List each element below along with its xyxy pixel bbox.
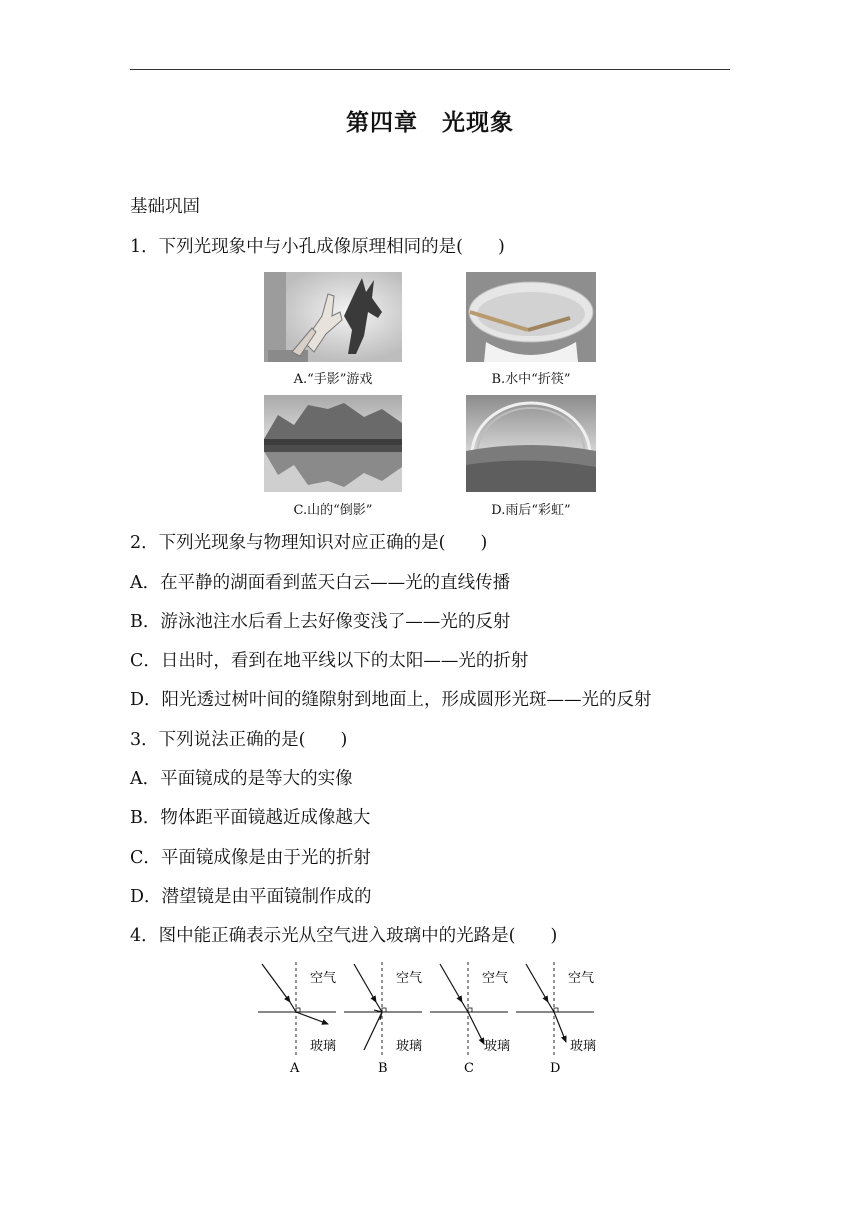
q1-caption-a: A.“手影”游戏 bbox=[293, 372, 373, 387]
q4-stem: 4．图中能正确表示光从空气进入玻璃中的光路是( ) bbox=[130, 926, 558, 946]
q3-option-b: B．物体距平面镜越近成像越大 bbox=[130, 808, 371, 828]
q4-b-air-label: 空气 bbox=[396, 971, 423, 986]
q4-diagram-b bbox=[344, 962, 422, 1076]
q1-photo-c-mountain-reflection bbox=[264, 395, 402, 492]
q3-option-d: D．潜望镜是由平面镜制作成的 bbox=[130, 887, 372, 907]
q4-d-glass-label: 玻璃 bbox=[570, 1039, 597, 1054]
q2-stem: 2．下列光现象与物理知识对应正确的是( ) bbox=[130, 533, 488, 553]
q2-option-b: B．游泳池注水后看上去好像变浅了——光的反射 bbox=[130, 612, 511, 632]
q3-option-a: A．平面镜成的是等大的实像 bbox=[130, 769, 353, 789]
q4-b-letter: B bbox=[378, 1061, 388, 1076]
page-title: 第四章 光现象 bbox=[346, 110, 514, 136]
q1-caption-d: D.雨后“彩虹” bbox=[491, 503, 571, 518]
q1-photo-b-bent-chopsticks bbox=[466, 272, 596, 362]
q2-option-d: D．阳光透过树叶间的缝隙射到地面上，形成圆形光斑——光的反射 bbox=[130, 690, 652, 710]
q3-stem: 3．下列说法正确的是( ) bbox=[130, 730, 348, 750]
q4-ray-diagrams bbox=[250, 958, 620, 1080]
q1-caption-c: C.山的“倒影” bbox=[293, 503, 373, 518]
q1-photo-d-rainbow bbox=[466, 395, 596, 492]
q4-d-air-label: 空气 bbox=[568, 971, 595, 986]
q4-d-letter: D bbox=[550, 1061, 561, 1076]
q4-a-letter: A bbox=[290, 1061, 300, 1076]
q2-option-a: A．在平静的湖面看到蓝天白云——光的直线传播 bbox=[130, 573, 511, 593]
q4-a-glass-label: 玻璃 bbox=[310, 1039, 337, 1054]
q1-caption-b: B.水中“折筷” bbox=[491, 372, 571, 387]
q4-diagram-d bbox=[516, 962, 596, 1076]
q4-c-air-label: 空气 bbox=[482, 971, 509, 986]
q4-c-glass-label: 玻璃 bbox=[484, 1039, 511, 1054]
q1-photo-a-hand-shadow bbox=[264, 272, 402, 362]
q4-b-glass-label: 玻璃 bbox=[396, 1039, 423, 1054]
header-rule bbox=[130, 69, 730, 70]
q4-diagram-a bbox=[258, 962, 336, 1076]
q4-c-letter: C bbox=[464, 1061, 474, 1076]
section-heading: 基础巩固 bbox=[130, 197, 200, 217]
q3-option-c: C．平面镜成像是由于光的折射 bbox=[130, 848, 371, 868]
q1-stem: 1．下列光现象中与小孔成像原理相同的是( ) bbox=[130, 237, 505, 257]
q2-option-c: C．日出时，看到在地平线以下的太阳——光的折射 bbox=[130, 651, 529, 671]
q4-diagram-c bbox=[430, 962, 510, 1076]
q4-a-air-label: 空气 bbox=[310, 971, 337, 986]
